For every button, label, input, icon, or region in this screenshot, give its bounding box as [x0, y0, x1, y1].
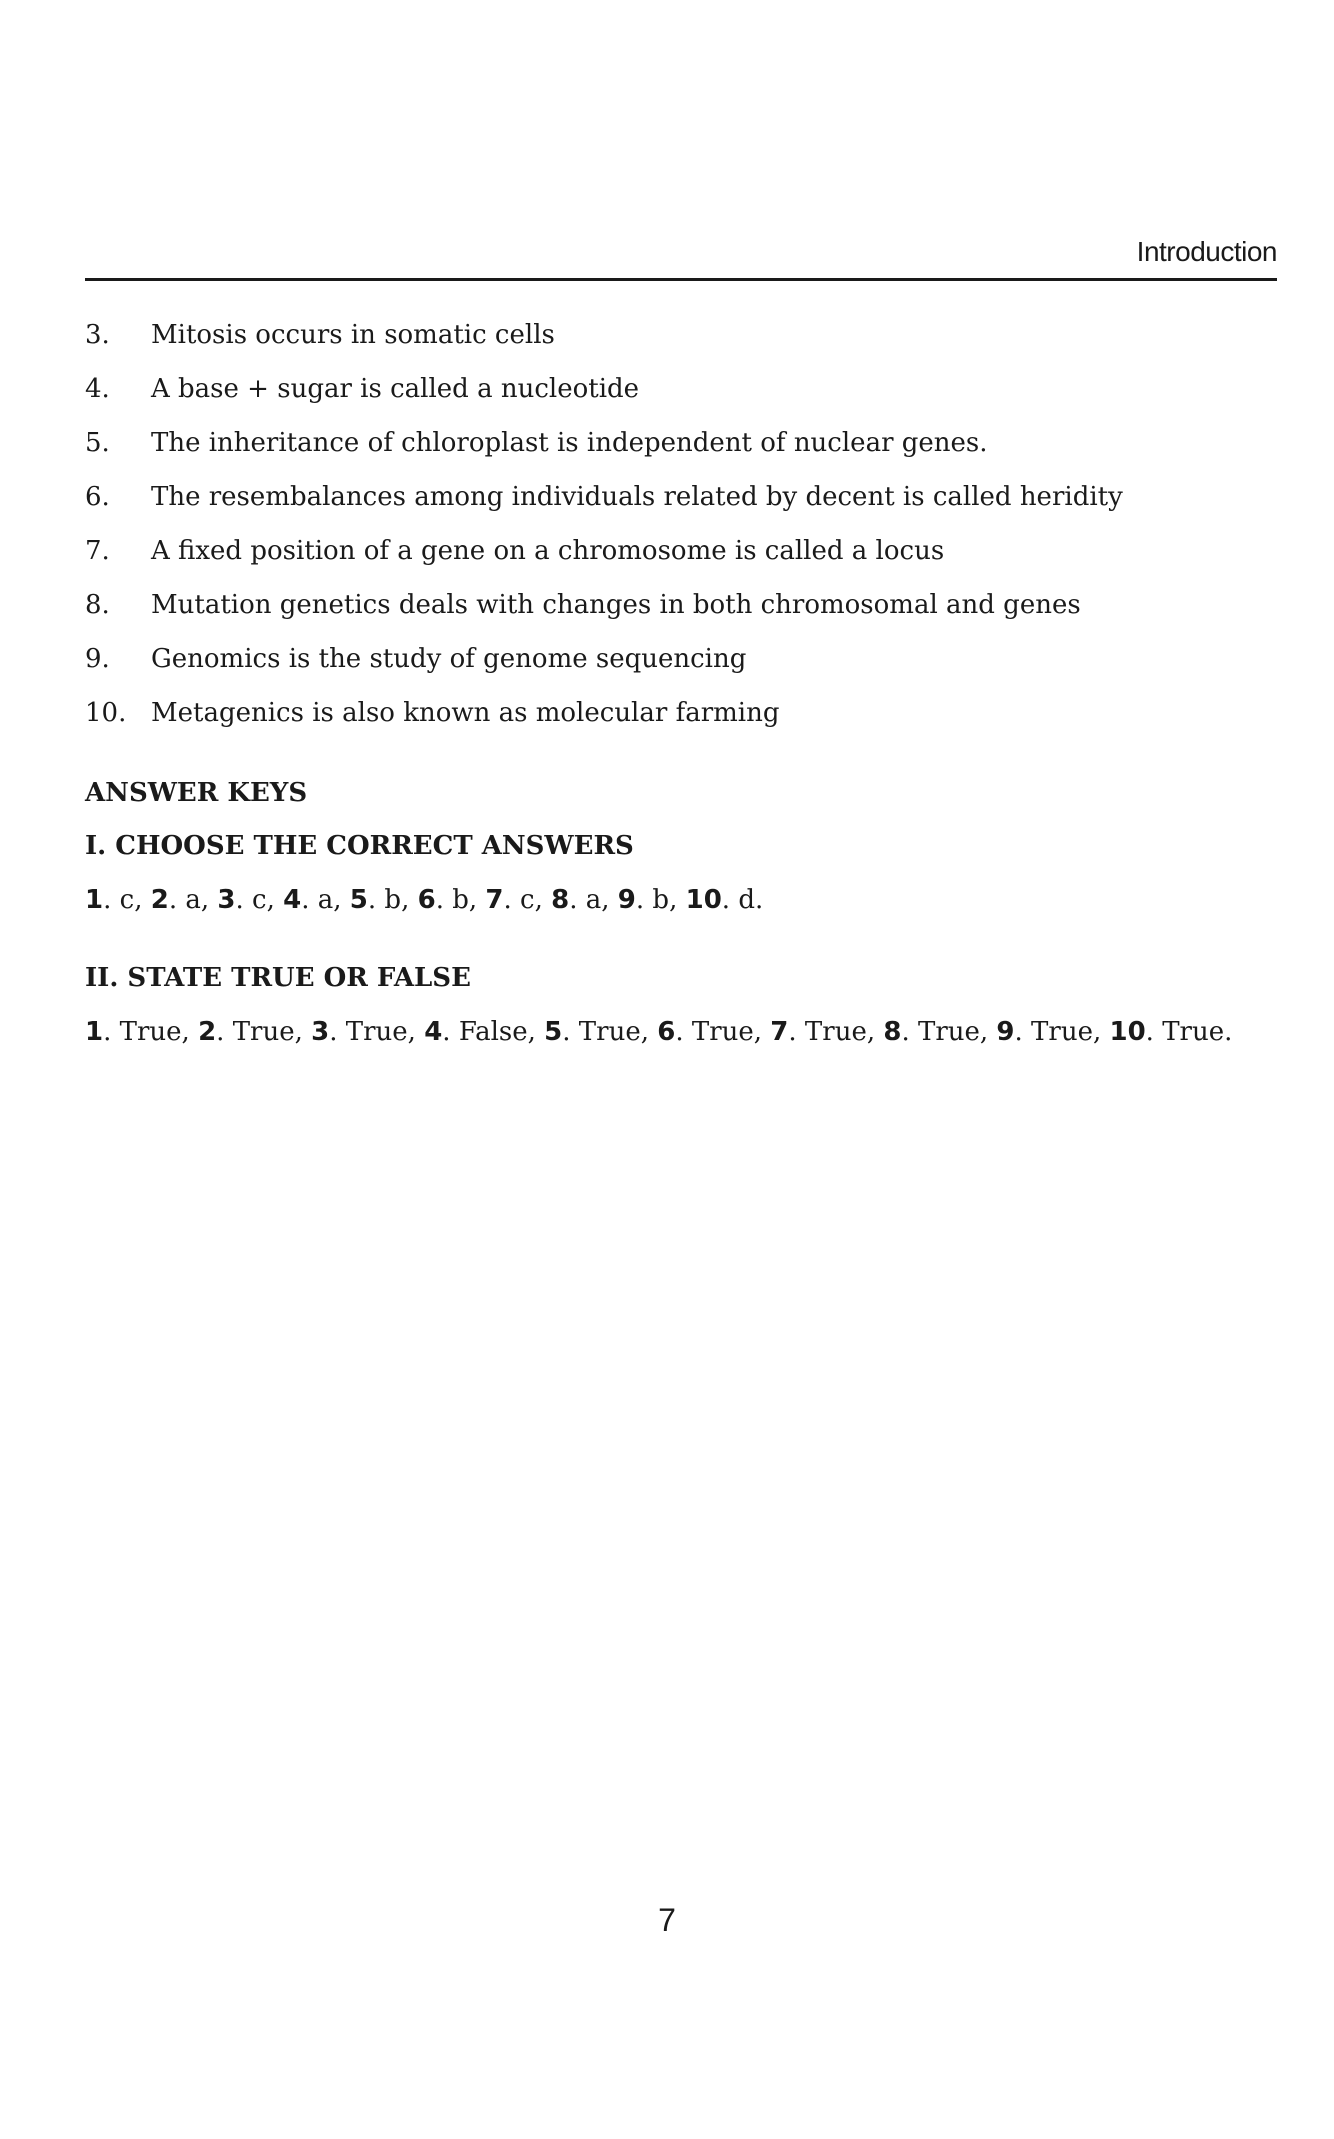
- item-number: 3.: [85, 320, 110, 350]
- header-title: Introduction: [1136, 236, 1277, 267]
- answer-number: 6: [657, 1017, 676, 1047]
- answer-value: c: [520, 885, 535, 915]
- item-number: 4.: [85, 374, 110, 404]
- answer-number: 1: [85, 1017, 104, 1047]
- list-item: [85, 690, 1277, 744]
- list-item: [85, 366, 1277, 420]
- answer-number: 2: [198, 1017, 217, 1047]
- answer-value: b: [452, 885, 469, 915]
- answer-number: 9: [617, 885, 636, 915]
- true-false-heading: II. STATE TRUE OR FALSE: [85, 963, 471, 993]
- answer-value: False: [458, 1017, 528, 1047]
- answer-keys-heading: ANSWER KEYS: [85, 778, 308, 808]
- answer-number: 7: [485, 885, 504, 915]
- answer-number: 9: [996, 1017, 1015, 1047]
- item-number: 9.: [85, 644, 110, 674]
- answer-number: 5: [544, 1017, 563, 1047]
- item-text: A fixed position of a gene on a chromosome is called a locus: [151, 536, 945, 566]
- answer-number: 3: [311, 1017, 330, 1047]
- answer-value: b: [652, 885, 670, 915]
- item-number: 6.: [85, 482, 110, 512]
- answer-number: 7: [770, 1017, 789, 1047]
- item-text: Mitosis occurs in somatic cells: [151, 320, 555, 350]
- list-item: [85, 420, 1277, 474]
- answer-number: 1: [85, 885, 104, 915]
- item-number: 10.: [85, 698, 127, 728]
- list-item: [85, 312, 1277, 366]
- item-text: Metagenics is also known as molecular farming: [151, 698, 780, 728]
- answer-value: a: [185, 885, 201, 915]
- item-number: 5.: [85, 428, 110, 458]
- answer-value: c: [252, 885, 267, 915]
- true-false-answers-line: 1. True, 2. True, 3. True, 4. False, 5. True, 6. True, 7. True, 8. True, 9. True, 10. True.: [85, 1017, 1233, 1047]
- item-text: The inheritance of chloroplast is independent of nuclear genes.: [151, 428, 988, 458]
- answer-value: a: [317, 885, 334, 915]
- item-text: Genomics is the study of genome sequencing: [151, 644, 747, 674]
- answer-number: 4: [424, 1017, 443, 1047]
- answer-value: d: [738, 885, 755, 915]
- choose-answers-line: 1. c, 2. a, 3. c, 4. a, 5. b, 6. b, 7. c, 8. a, 9. b, 10. d.: [85, 885, 764, 915]
- answer-number: 5: [349, 885, 368, 915]
- answer-value: True: [691, 1017, 754, 1047]
- answer-value: a: [585, 885, 602, 915]
- answer-value: True: [232, 1017, 295, 1047]
- item-text: A base + sugar is called a nucleotide: [151, 374, 640, 404]
- choose-answers-heading: I. CHOOSE THE CORRECT ANSWERS: [85, 831, 634, 861]
- answer-number: 6: [417, 885, 436, 915]
- list-item: [85, 474, 1277, 528]
- list-item: [85, 582, 1277, 636]
- list-item: [85, 636, 1277, 690]
- answer-value: True: [1031, 1017, 1093, 1047]
- answer-value: True: [917, 1017, 980, 1047]
- answer-value: b: [384, 885, 402, 915]
- answer-value: True: [578, 1017, 641, 1047]
- answer-value: True: [345, 1017, 408, 1047]
- answer-value: True: [119, 1017, 182, 1047]
- answer-number: 2: [150, 885, 169, 915]
- item-text: The resembalances among individuals related by decent is called heridity: [151, 482, 1123, 512]
- answer-number: 8: [883, 1017, 902, 1047]
- statement-list: [85, 312, 1277, 744]
- running-header: [85, 232, 1277, 281]
- answer-number: 3: [217, 885, 236, 915]
- page-number: 7: [658, 1902, 676, 1938]
- item-text: Mutation genetics deals with changes in both chromosomal and genes: [151, 590, 1081, 620]
- answer-number: 4: [283, 885, 302, 915]
- answer-value: True: [1162, 1017, 1225, 1047]
- answer-value: c: [119, 885, 135, 915]
- item-number: 7.: [85, 536, 110, 566]
- item-number: 8.: [85, 590, 110, 620]
- answer-number: 8: [551, 885, 570, 915]
- list-item: [85, 528, 1277, 582]
- answer-number: 10: [1109, 1017, 1146, 1047]
- answer-value: True: [804, 1017, 867, 1047]
- answer-number: 10: [685, 885, 722, 915]
